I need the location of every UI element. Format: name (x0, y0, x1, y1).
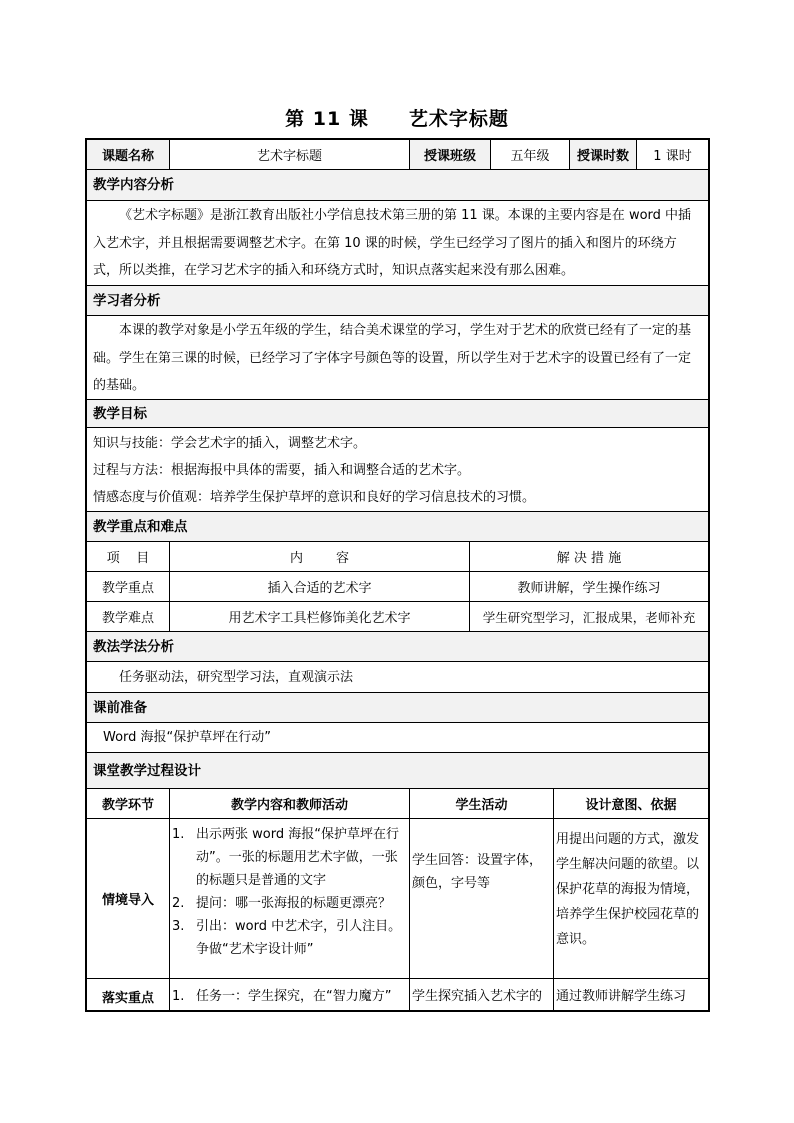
methods-body (87, 662, 708, 693)
list-item: 3. 引出：word 中艺术字，引人注目。争做“艺术字设计师” (172, 919, 402, 957)
key-points-header-row (87, 542, 708, 572)
process-col-student: 学生活动 (410, 789, 554, 818)
difficulty-measure: 学生研究型学习，汇报成果，老师补充 (482, 609, 696, 625)
lesson-number: 第 11 课 (285, 108, 369, 130)
difficulty-content: 用艺术字工具栏修饰美化艺术字 (170, 602, 470, 631)
key-col-content: 内 容 (170, 542, 470, 571)
stage-key-intent: 通过教师讲解学生练习 (556, 989, 687, 1004)
process-row-intro (87, 819, 708, 979)
key-col-item: 项 目 (87, 542, 170, 571)
process-row-key (87, 979, 708, 1012)
objectives-body (87, 428, 708, 512)
learner-analysis-heading: 学习者分析 (87, 286, 708, 316)
header-row (87, 140, 708, 170)
page-title (0, 104, 794, 131)
preparation-heading: 课前准备 (87, 693, 708, 723)
stage-intro-intent: 用提出问题的方式，激发学生解决问题的欲望。以保护花草的海报为情境，培养学生保护校园花草的意识。 (556, 832, 700, 947)
process-col-stage: 教学环节 (87, 789, 170, 818)
stage-intro-teacher (170, 819, 410, 978)
methods-text: 任务驱动法，研究型学习法，直观演示法 (119, 670, 354, 685)
learner-analysis-text: 本课的教学对象是小学五年级的学生，结合美术课堂的学习，学生对于艺术的欣赏已经有了一定的基础。学生在第三课的时候，已经学习了字体字号颜色等的设置，所以学生对于艺术字的设置已经有了一定的基础。 (93, 323, 692, 393)
content-analysis-heading: 教学内容分析 (87, 170, 708, 201)
list-item: 2. 提问：哪一张海报的标题更漂亮？ (172, 896, 392, 911)
process-header-row (87, 789, 708, 819)
content-analysis-text: 《艺术字标题》是浙江教育出版社小学信息技术第三册的第 11 课。本课的主要内容是在 word 中插入艺术字，并且根据需要调整艺术字。在第 10 课的时候，学生已经学习了图片的插入和图片的环绕方式，所以类推，在学习艺术字的插入和环绕方式时，知识点落实起来没有那么困难。 (93, 208, 692, 278)
topic-value: 艺术字标题 (170, 140, 410, 169)
stage-intro-student: 学生回答：设置字体，颜色，字号等 (410, 819, 554, 978)
process-heading: 课堂教学过程设计 (87, 753, 708, 789)
objective-attitude: 情感态度与价值观：培养学生保护草坪的意识和良好的学习信息技术的习惯。 (93, 490, 536, 505)
objectives-heading: 教学目标 (87, 400, 708, 428)
objective-process: 过程与方法：根据海报中具体的需要，插入和调整合适的艺术字。 (93, 463, 471, 478)
process-col-teacher: 教学内容和教师活动 (170, 789, 410, 818)
key-point-row (87, 572, 708, 602)
lesson-name: 艺术字标题 (408, 108, 509, 130)
key-point-measure: 教师讲解，学生操作练习 (517, 581, 661, 596)
stage-key-student: 学生探究插入艺术字的 (410, 979, 554, 1012)
key-col-measure: 解 决 措 施 (556, 551, 622, 566)
list-item: 1. 任务一：学生探究，在“智力魔方” (172, 989, 392, 1004)
preparation-body (87, 723, 708, 753)
class-value: 五年级 (491, 140, 570, 169)
list-item: 1. 出示两张 word 海报“保护草坪在行动”。一张的标题用艺术字做，一张的标题只是普通的文字 (172, 827, 399, 888)
objective-knowledge: 知识与技能：学会艺术字的插入，调整艺术字。 (93, 436, 367, 451)
content-analysis-body (87, 201, 708, 286)
learner-analysis-body (87, 316, 708, 400)
hours-label: 授课时数 (570, 140, 637, 169)
preparation-text: Word 海报“保护草坪在行动” (103, 730, 272, 745)
topic-label: 课题名称 (87, 140, 170, 169)
stage-intro-name: 情境导入 (87, 819, 170, 978)
stage-key-name: 落实重点 (87, 979, 170, 1012)
difficulty-row (87, 602, 708, 632)
process-col-intent: 设计意图、依据 (585, 798, 677, 813)
key-point-content: 插入合适的艺术字 (170, 572, 470, 601)
key-point-item: 教学重点 (87, 572, 170, 601)
hours-value: 1 课时 (637, 140, 708, 169)
lesson-plan-table (85, 138, 710, 1012)
class-label: 授课班级 (410, 140, 491, 169)
difficulty-item: 教学难点 (87, 602, 170, 631)
stage-key-teacher (170, 979, 410, 1012)
methods-heading: 教法学法分析 (87, 632, 708, 662)
key-points-heading: 教学重点和难点 (87, 512, 708, 542)
